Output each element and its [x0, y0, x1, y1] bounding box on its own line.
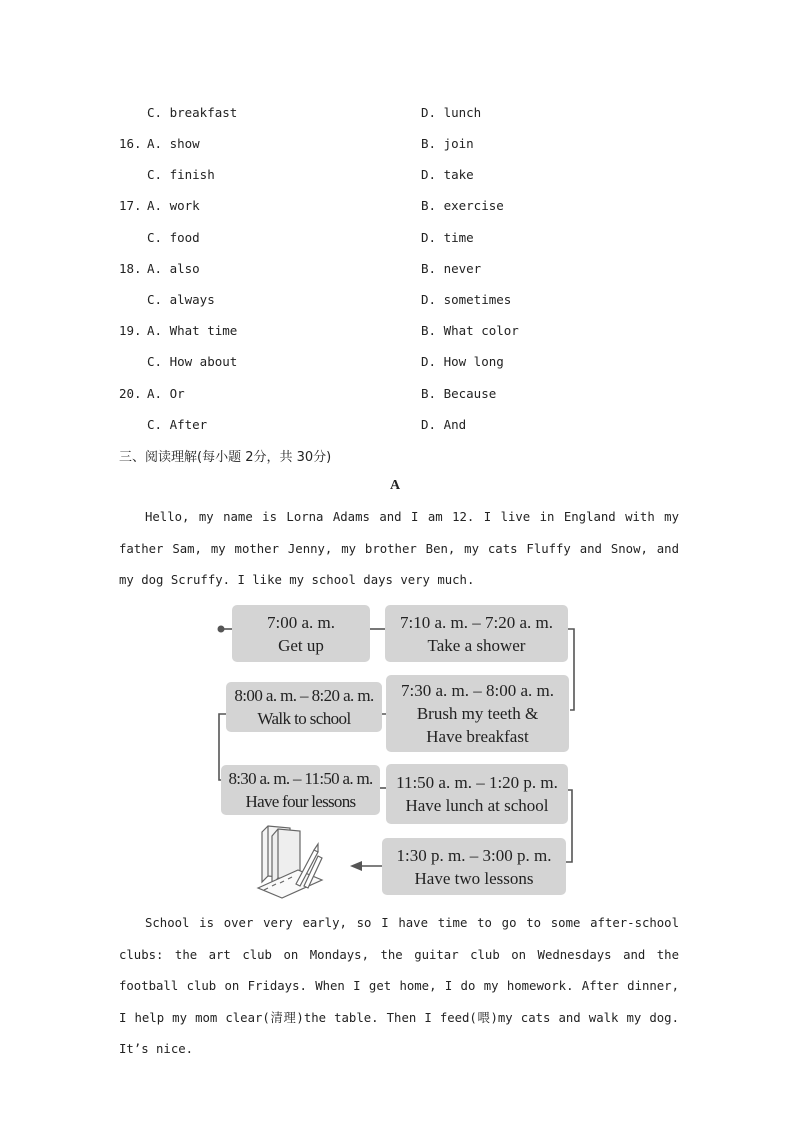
- option-right: B. Because: [421, 386, 497, 401]
- option-left: A. work: [147, 198, 200, 213]
- question-number: 20.: [119, 386, 142, 401]
- schedule-time: 7:30 a. m. – 8:00 a. m.: [401, 681, 554, 700]
- option-right: D. And: [421, 417, 467, 432]
- question-number: 17.: [119, 198, 142, 213]
- option-right: D. time: [421, 230, 474, 245]
- question-number: 18.: [119, 261, 142, 276]
- schedule-time: 8:30 a. m. – 11:50 a. m.: [228, 769, 373, 788]
- schedule-activity: Brush my teeth &: [416, 704, 539, 723]
- schedule-box-shower: [385, 605, 568, 662]
- option-left: C. breakfast: [147, 105, 238, 120]
- schedule-box-breakfast: [386, 675, 569, 752]
- passage-body: School is over very early, so I have time to go to some after-school clubs: the art club on Mondays, the guitar club on Wednesdays and the football club on Fridays. When I get home, I do my homework. After dinner, I help my mom clear(清理)the table. Then I feed(喂)my cats and walk my dog. It’s nice.: [119, 916, 679, 1056]
- schedule-box-walk: [226, 682, 382, 732]
- schedule-box-lunch: [386, 764, 568, 824]
- passage-label: A: [390, 478, 401, 493]
- option-left: C. How about: [147, 354, 238, 369]
- section-title: 三、阅读理解(每小题 2分，共 30分): [119, 450, 332, 465]
- schedule-activity: Have four lessons: [245, 792, 356, 811]
- option-right: D. lunch: [421, 105, 482, 120]
- arrow-head-icon: [350, 861, 362, 871]
- option-right: B. exercise: [421, 198, 504, 213]
- schedule-time: 7:10 a. m. – 7:20 a. m.: [400, 612, 553, 632]
- question-number: 19.: [119, 323, 142, 338]
- option-right: D. sometimes: [421, 292, 512, 307]
- books-pencils-icon: [258, 826, 322, 898]
- option-left: A. Or: [147, 386, 185, 401]
- option-right: B. join: [421, 136, 474, 151]
- schedule-box-get-up: [232, 605, 370, 662]
- option-right: D. How long: [421, 354, 504, 369]
- schedule-activity: Have lunch at school: [405, 796, 549, 815]
- schedule-time: 8:00 a. m. – 8:20 a. m.: [234, 686, 374, 705]
- option-left: C. finish: [147, 167, 215, 182]
- option-right: B. never: [421, 261, 482, 276]
- start-dot-icon: [218, 626, 225, 633]
- schedule-activity: Walk to school: [257, 709, 351, 728]
- option-right: B. What color: [421, 323, 519, 338]
- schedule-box-four-lessons: [221, 765, 380, 815]
- option-left: C. food: [147, 230, 200, 245]
- schedule-activity: Have breakfast: [426, 727, 529, 746]
- schedule-time: 7:00 a. m.: [267, 612, 335, 632]
- option-left: A. What time: [147, 323, 238, 338]
- question-number: 16.: [119, 136, 142, 151]
- passage-intro: Hello, my name is Lorna Adams and I am 12. I live in England with my father Sam, my mother Jenny, my brother Ben, my cats Fluffy and Snow, and my dog Scruffy. I like my school days very much.: [119, 510, 679, 587]
- option-left: A. show: [147, 136, 200, 151]
- schedule-activity: Get up: [278, 635, 324, 655]
- option-left: A. also: [147, 261, 200, 276]
- option-left: C. After: [147, 417, 208, 432]
- schedule-time: 11:50 a. m. – 1:20 p. m.: [396, 773, 558, 792]
- option-right: D. take: [421, 167, 474, 182]
- schedule-box-two-lessons: [382, 838, 566, 895]
- option-left: C. always: [147, 292, 215, 307]
- schedule-time: 1:30 p. m. – 3:00 p. m.: [396, 845, 552, 865]
- schedule-activity: Have two lessons: [414, 868, 534, 888]
- schedule-activity: Take a shower: [427, 635, 526, 655]
